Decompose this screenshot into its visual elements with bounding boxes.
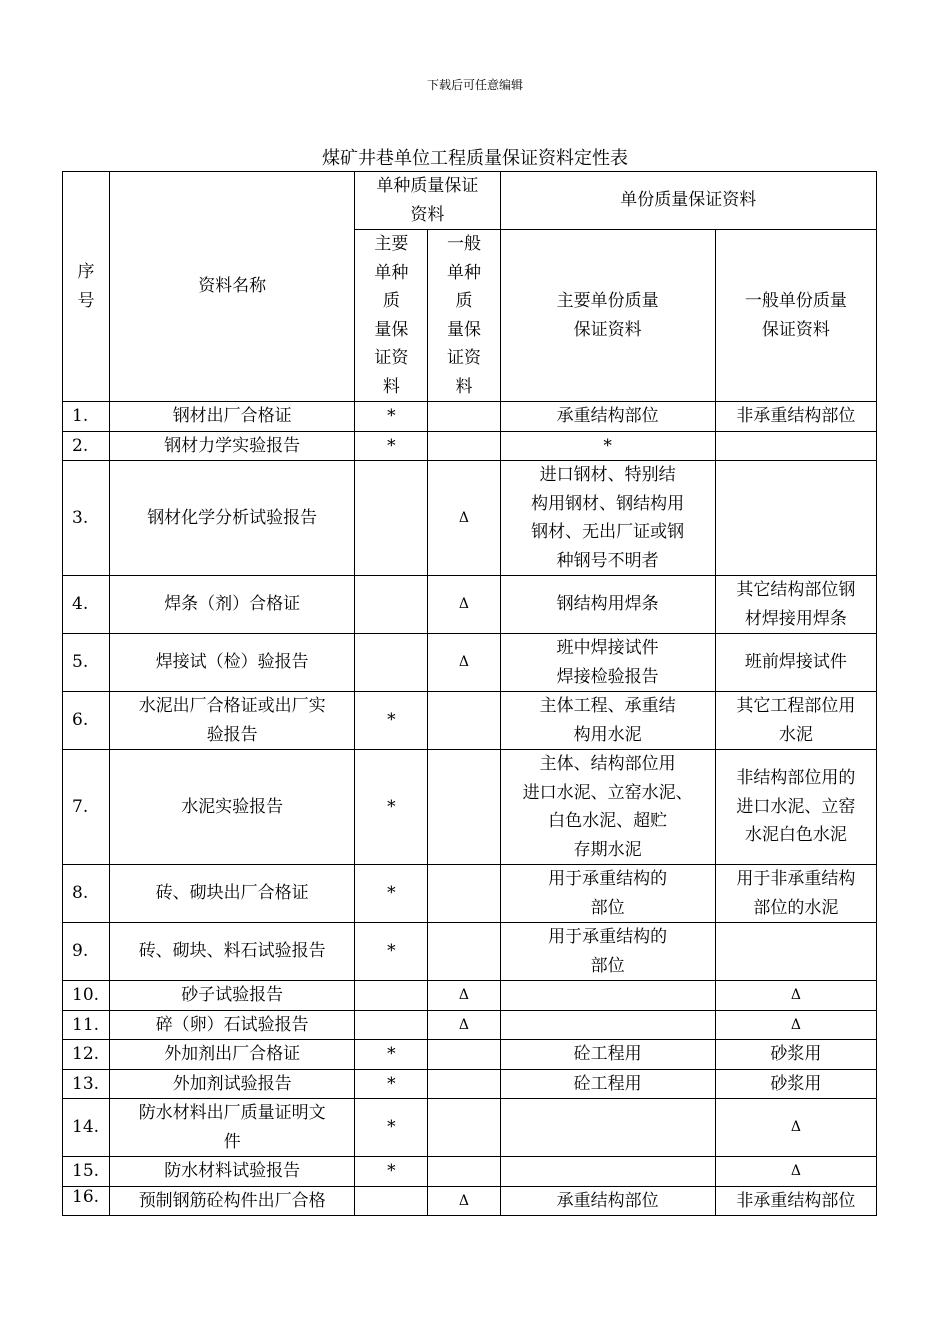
row-single-main: * (355, 1069, 428, 1099)
row-single-main (355, 1010, 428, 1040)
row-portion-general (715, 461, 876, 576)
quality-assurance-table (62, 171, 877, 1216)
row-portion-general: Δ (715, 981, 876, 1011)
row-single-general (428, 402, 500, 432)
row-number: 11. (63, 1010, 110, 1040)
table-row (63, 1157, 877, 1187)
row-single-general: Δ (428, 1010, 500, 1040)
row-portion-general: Δ (715, 1010, 876, 1040)
row-name: 防水材料试验报告 (110, 1157, 355, 1187)
row-number: 12. (63, 1040, 110, 1070)
table-row (63, 634, 877, 692)
row-portion-general: 砂浆用 (715, 1069, 876, 1099)
row-portion-main (500, 1157, 715, 1187)
row-name: 钢材化学分析试验报告 (110, 461, 355, 576)
row-portion-general (715, 431, 876, 461)
table-row (63, 1186, 877, 1216)
row-number: 1. (63, 402, 110, 432)
row-single-general (428, 865, 500, 923)
row-portion-general: 非结构部位用的 进口水泥、立窑 水泥白色水泥 (715, 750, 876, 865)
table-row (63, 923, 877, 981)
table-row (63, 1069, 877, 1099)
table-row (63, 865, 877, 923)
row-portion-main: * (500, 431, 715, 461)
row-name: 砖、砌块、料石试验报告 (110, 923, 355, 981)
row-portion-general: 非承重结构部位 (715, 402, 876, 432)
table-row (63, 692, 877, 750)
row-single-main (355, 981, 428, 1011)
row-portion-main: 承重结构部位 (500, 402, 715, 432)
row-name: 焊条（剂）合格证 (110, 576, 355, 634)
row-number: 15. (63, 1157, 110, 1187)
row-single-main (355, 1186, 428, 1216)
header-portion-main: 主要单份质量 保证资料 (500, 230, 715, 402)
row-portion-main (500, 981, 715, 1011)
table-row (63, 576, 877, 634)
row-portion-main: 承重结构部位 (500, 1186, 715, 1216)
header-name: 资料名称 (110, 172, 355, 402)
row-name: 水泥出厂合格证或出厂实 验报告 (110, 692, 355, 750)
row-name: 预制钢筋砼构件出厂合格 (110, 1186, 355, 1216)
row-portion-main (500, 1099, 715, 1157)
row-portion-main: 主体、结构部位用 进口水泥、立窑水泥、 白色水泥、超贮 存期水泥 (500, 750, 715, 865)
row-single-main: * (355, 865, 428, 923)
header-seq: 序 号 (63, 172, 110, 402)
row-portion-main: 钢结构用焊条 (500, 576, 715, 634)
row-name: 防水材料出厂质量证明文 件 (110, 1099, 355, 1157)
table-row (63, 1040, 877, 1070)
row-single-general: Δ (428, 461, 500, 576)
row-number: 5. (63, 634, 110, 692)
table-row (63, 461, 877, 576)
header-single-group: 单种质量保证 资料 (355, 172, 500, 230)
row-single-general (428, 750, 500, 865)
row-number: 8. (63, 865, 110, 923)
row-portion-general: Δ (715, 1157, 876, 1187)
row-single-main: * (355, 1157, 428, 1187)
row-single-general: Δ (428, 634, 500, 692)
header-note: 下载后可任意编辑 (426, 78, 523, 92)
table-row (63, 981, 877, 1011)
row-name: 砂子试验报告 (110, 981, 355, 1011)
row-portion-main: 砼工程用 (500, 1069, 715, 1099)
row-name: 砖、砌块出厂合格证 (110, 865, 355, 923)
row-number: 4. (63, 576, 110, 634)
row-portion-general (715, 923, 876, 981)
row-number: 9. (63, 923, 110, 981)
row-single-general (428, 923, 500, 981)
row-portion-general: 其它结构部位钢 材焊接用焊条 (715, 576, 876, 634)
row-portion-general: 其它工程部位用 水泥 (715, 692, 876, 750)
header-single-general: 一般 单种 质 量保 证资 料 (428, 230, 500, 402)
row-number: 6. (63, 692, 110, 750)
table-row (63, 431, 877, 461)
row-number: 10. (63, 981, 110, 1011)
row-single-main: * (355, 431, 428, 461)
row-single-general (428, 431, 500, 461)
row-number: 13. (63, 1069, 110, 1099)
row-name: 外加剂出厂合格证 (110, 1040, 355, 1070)
row-portion-general: 用于非承重结构 部位的水泥 (715, 865, 876, 923)
table-row (63, 1099, 877, 1157)
row-portion-main: 用于承重结构的 部位 (500, 865, 715, 923)
row-single-general: Δ (428, 981, 500, 1011)
row-single-main: * (355, 1099, 428, 1157)
row-number: 3. (63, 461, 110, 576)
row-single-general (428, 1157, 500, 1187)
row-single-main: * (355, 750, 428, 865)
row-name: 碎（卵）石试验报告 (110, 1010, 355, 1040)
row-single-general: Δ (428, 1186, 500, 1216)
header-portion-general: 一般单份质量 保证资料 (715, 230, 876, 402)
row-portion-general: 砂浆用 (715, 1040, 876, 1070)
row-single-general (428, 1040, 500, 1070)
header-single-main: 主要 单种 质 量保 证资 料 (355, 230, 428, 402)
row-single-general (428, 1069, 500, 1099)
row-name: 外加剂试验报告 (110, 1069, 355, 1099)
row-number: 14. (63, 1099, 110, 1157)
row-portion-main: 班中焊接试件 焊接检验报告 (500, 634, 715, 692)
row-portion-general: 班前焊接试件 (715, 634, 876, 692)
row-name: 钢材出厂合格证 (110, 402, 355, 432)
row-portion-general: Δ (715, 1099, 876, 1157)
row-name: 钢材力学实验报告 (110, 431, 355, 461)
row-single-main (355, 576, 428, 634)
table-row (63, 402, 877, 432)
row-portion-main: 进口钢材、特别结 构用钢材、钢结构用 钢材、无出厂证或钢 种钢号不明者 (500, 461, 715, 576)
row-single-main: * (355, 923, 428, 981)
row-name: 焊接试（检）验报告 (110, 634, 355, 692)
row-number: 16. (63, 1186, 110, 1216)
row-number: 2. (63, 431, 110, 461)
row-portion-main: 砼工程用 (500, 1040, 715, 1070)
row-name: 水泥实验报告 (110, 750, 355, 865)
table-row (63, 750, 877, 865)
row-portion-main: 主体工程、承重结 构用水泥 (500, 692, 715, 750)
row-single-main (355, 634, 428, 692)
row-single-main: * (355, 402, 428, 432)
row-single-main: * (355, 692, 428, 750)
row-single-general (428, 1099, 500, 1157)
row-portion-general: 非承重结构部位 (715, 1186, 876, 1216)
row-portion-main: 用于承重结构的 部位 (500, 923, 715, 981)
row-portion-main (500, 1010, 715, 1040)
table-title: 煤矿井巷单位工程质量保证资料定性表 (322, 148, 628, 169)
row-number: 7. (63, 750, 110, 865)
row-single-main: * (355, 1040, 428, 1070)
table-row (63, 1010, 877, 1040)
row-single-main (355, 461, 428, 576)
row-single-general (428, 692, 500, 750)
row-single-general: Δ (428, 576, 500, 634)
header-portion-group: 单份质量保证资料 (500, 172, 877, 230)
